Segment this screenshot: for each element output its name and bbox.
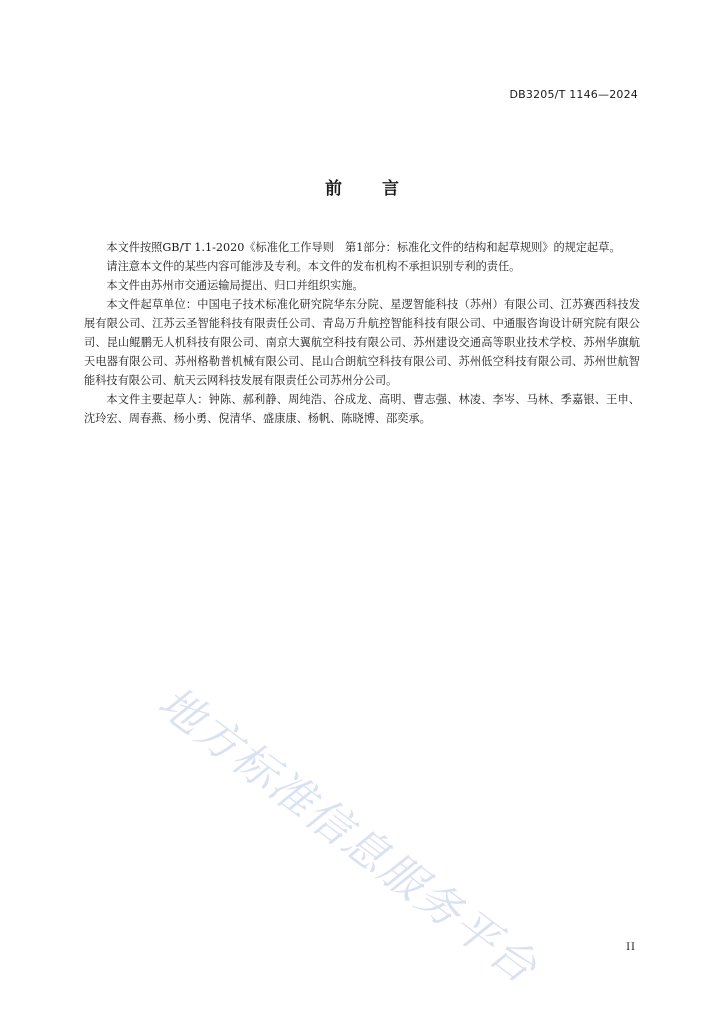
paragraph-drafting-units: 本文件起草单位：中国电子技术标准化研究院华东分院、星逻智能科技（苏州）有限公司、江苏赛西科技发展有限公司、江苏云圣智能科技有限责任公司、青岛万升航控智能科技有限公司、中通服咨询设计研究院有限公司、昆山鲲鹏无人机科技有限公司、南京大翼航空科技有限公司、苏州建设交通高等职业技术学校、苏州华旗航天电器有限公司、苏州格勒普机械有限公司、昆山合朗航空科技有限公司、苏州低空科技有限公司、苏州世航智能科技有限公司、航天云网科技发展有限责任公司苏州分公司。 xyxy=(84,298,640,387)
title-char-1: 前 xyxy=(325,179,342,199)
paragraph-drafting-rules: 本文件按照GB/T 1.1-2020《标准化工作导则 第1部分：标准化文件的结构和起草规则》的规定起草。 xyxy=(106,241,621,254)
paragraph-proposer: 本文件由苏州市交通运输局提出、归口并组织实施。 xyxy=(106,279,364,292)
page-title xyxy=(0,174,724,199)
page-number: II xyxy=(626,942,636,953)
title-char-2: 言 xyxy=(382,179,399,199)
document-code: DB3205/T 1146—2024 xyxy=(509,88,638,101)
watermark: 地方标准信息服务平台 xyxy=(148,676,547,995)
paragraph-patent-notice: 请注意本文件的某些内容可能涉及专利。本文件的发布机构不承担识别专利的责任。 xyxy=(106,260,521,273)
paragraph-drafters: 本文件主要起草人：钟陈、郝利静、周纯浩、谷成龙、高明、曹志强、林凌、李岑、马林、季嘉银、王申、沈玲宏、周春燕、杨小勇、倪清华、盛康康、杨帆、陈晓博、邵奕承。 xyxy=(84,393,640,425)
foreword-body xyxy=(84,238,640,428)
